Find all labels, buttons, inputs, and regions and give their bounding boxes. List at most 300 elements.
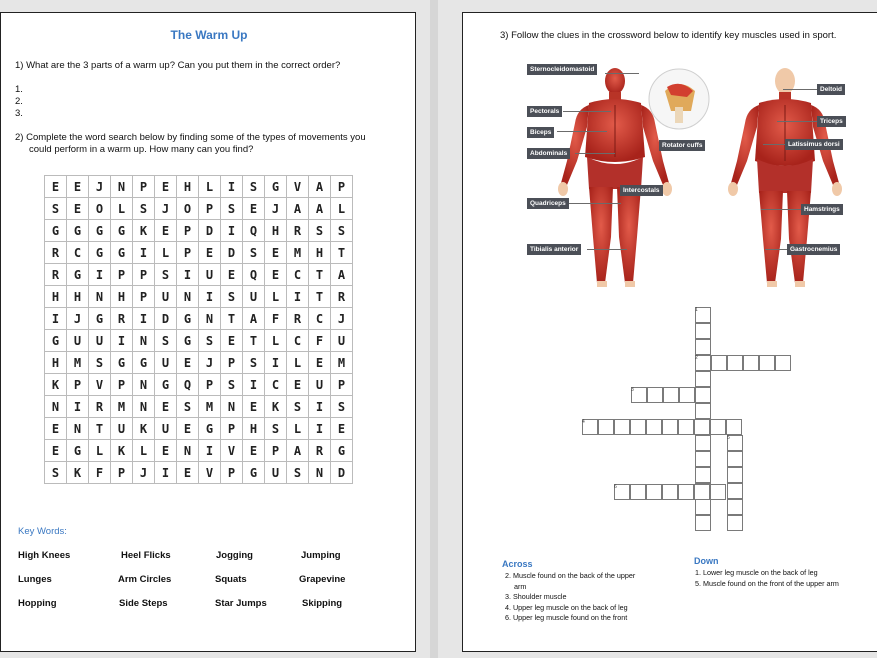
- crossword-cell[interactable]: [695, 467, 711, 483]
- word-search-letter[interactable]: N: [111, 176, 133, 198]
- word-search-row: [45, 440, 353, 462]
- rotator-cuff-inset: [649, 69, 709, 129]
- word-search-letter[interactable]: J: [155, 198, 177, 220]
- down-clue: 1. Lower leg muscle on the back of leg: [695, 568, 818, 577]
- word-search-letter[interactable]: H: [265, 220, 287, 242]
- word-search-letter[interactable]: J: [331, 308, 353, 330]
- word-search-row: [45, 286, 353, 308]
- word-search-letter[interactable]: S: [45, 198, 67, 220]
- word-search-letter[interactable]: L: [265, 330, 287, 352]
- word-search-letter[interactable]: T: [243, 330, 265, 352]
- word-search-letter[interactable]: P: [331, 374, 353, 396]
- word-search-letter[interactable]: P: [199, 374, 221, 396]
- word-search-letter[interactable]: H: [67, 286, 89, 308]
- crossword-cell[interactable]: [710, 484, 726, 500]
- word-search-letter[interactable]: G: [45, 330, 67, 352]
- word-search-letter[interactable]: R: [309, 440, 331, 462]
- crossword-cell[interactable]: [727, 451, 743, 467]
- page-gap: [430, 0, 438, 658]
- crossword-cell[interactable]: [694, 419, 710, 435]
- keyword: Star Jumps: [215, 598, 267, 609]
- word-search-letter[interactable]: L: [287, 418, 309, 440]
- word-search-letter[interactable]: K: [265, 396, 287, 418]
- word-search-row: [45, 198, 353, 220]
- word-search-letter[interactable]: A: [309, 176, 331, 198]
- word-search-letter[interactable]: E: [177, 462, 199, 484]
- keyword: Squats: [215, 574, 247, 585]
- word-search-letter[interactable]: U: [331, 330, 353, 352]
- word-search-letter[interactable]: A: [287, 440, 309, 462]
- word-search-letter[interactable]: C: [265, 374, 287, 396]
- word-search-letter[interactable]: L: [155, 242, 177, 264]
- word-search-letter[interactable]: U: [155, 352, 177, 374]
- word-search-letter[interactable]: U: [155, 286, 177, 308]
- word-search-letter[interactable]: Q: [243, 220, 265, 242]
- word-search-letter[interactable]: K: [45, 374, 67, 396]
- crossword-cell[interactable]: [759, 355, 775, 371]
- word-search-letter[interactable]: O: [89, 198, 111, 220]
- word-search-letter[interactable]: F: [265, 308, 287, 330]
- word-search-letter[interactable]: M: [67, 352, 89, 374]
- crossword-cell[interactable]: [695, 371, 711, 387]
- word-search-letter[interactable]: E: [265, 264, 287, 286]
- word-search-row: [45, 352, 353, 374]
- word-search-letter[interactable]: M: [287, 242, 309, 264]
- word-search-letter[interactable]: I: [243, 374, 265, 396]
- crossword-cell[interactable]: [678, 419, 694, 435]
- word-search-letter[interactable]: L: [199, 176, 221, 198]
- word-search-letter[interactable]: A: [287, 198, 309, 220]
- word-search-letter[interactable]: J: [133, 462, 155, 484]
- crossword-cell[interactable]: [727, 467, 743, 483]
- label-gastrocnemius: Gastrocnemius: [787, 244, 840, 255]
- word-search-letter[interactable]: S: [287, 396, 309, 418]
- crossword-cell[interactable]: [711, 355, 727, 371]
- crossword-cell[interactable]: [662, 484, 678, 500]
- label-rotator-cuffs: Rotator cuffs: [659, 140, 705, 151]
- word-search-letter[interactable]: N: [133, 330, 155, 352]
- keyword: Jogging: [216, 550, 253, 561]
- leader-line: [783, 89, 817, 90]
- word-search-row: [45, 418, 353, 440]
- keyword: Heel Flicks: [121, 550, 171, 561]
- crossword-cell[interactable]: [662, 419, 678, 435]
- word-search-letter[interactable]: R: [111, 308, 133, 330]
- word-search-letter[interactable]: E: [45, 418, 67, 440]
- word-search-letter[interactable]: J: [265, 198, 287, 220]
- word-search-letter[interactable]: T: [89, 418, 111, 440]
- label-hamstrings: Hamstrings: [801, 204, 843, 215]
- word-search-letter[interactable]: S: [243, 352, 265, 374]
- worksheet-page-2: [462, 12, 877, 652]
- answer-line-1[interactable]: 1.: [15, 84, 23, 95]
- word-search-letter[interactable]: N: [45, 396, 67, 418]
- word-search-letter[interactable]: E: [155, 440, 177, 462]
- word-search-letter[interactable]: N: [309, 462, 331, 484]
- word-search-letter[interactable]: G: [89, 220, 111, 242]
- word-search-letter[interactable]: F: [309, 330, 331, 352]
- word-search-letter[interactable]: G: [67, 440, 89, 462]
- word-search-letter[interactable]: P: [221, 352, 243, 374]
- word-search-letter[interactable]: S: [331, 396, 353, 418]
- word-search-letter[interactable]: A: [331, 264, 353, 286]
- word-search-row: [45, 220, 353, 242]
- word-search-letter[interactable]: L: [133, 440, 155, 462]
- label-sternocleidomastoid: Sternocleidomastoid: [527, 64, 597, 75]
- word-search-letter[interactable]: P: [67, 374, 89, 396]
- word-search-letter[interactable]: P: [111, 264, 133, 286]
- word-search-letter[interactable]: H: [243, 418, 265, 440]
- leader-line: [765, 249, 789, 250]
- word-search-letter[interactable]: E: [243, 396, 265, 418]
- word-search-letter[interactable]: I: [111, 330, 133, 352]
- word-search-letter[interactable]: G: [199, 418, 221, 440]
- word-search-letter[interactable]: N: [177, 286, 199, 308]
- word-search-letter[interactable]: I: [67, 396, 89, 418]
- word-search-letter[interactable]: R: [45, 264, 67, 286]
- word-search-row: [45, 330, 353, 352]
- word-search-letter[interactable]: R: [45, 242, 67, 264]
- word-search-letter[interactable]: E: [155, 396, 177, 418]
- word-search-letter[interactable]: K: [67, 462, 89, 484]
- word-search-letter[interactable]: J: [199, 352, 221, 374]
- page-title: The Warm Up: [170, 28, 248, 42]
- across-clue: 2. Muscle found on the back of the upper: [505, 571, 636, 580]
- keyword: Jumping: [301, 550, 341, 561]
- word-search-letter[interactable]: E: [155, 220, 177, 242]
- crossword-cell[interactable]: [679, 387, 695, 403]
- word-search-letter[interactable]: U: [309, 374, 331, 396]
- word-search-letter[interactable]: P: [199, 198, 221, 220]
- label-tibialis-anterior: Tibialis anterior: [527, 244, 581, 255]
- word-search-letter[interactable]: D: [331, 462, 353, 484]
- word-search-letter[interactable]: E: [45, 440, 67, 462]
- across-clue: arm: [514, 582, 527, 591]
- word-search-letter[interactable]: D: [221, 242, 243, 264]
- word-search-letter[interactable]: S: [221, 198, 243, 220]
- across-clue: 3. Shoulder muscle: [505, 592, 567, 601]
- word-search-letter[interactable]: I: [133, 242, 155, 264]
- crossword-number: 1: [695, 307, 698, 313]
- word-search-letter[interactable]: Q: [177, 374, 199, 396]
- word-search-letter[interactable]: U: [155, 418, 177, 440]
- word-search-letter[interactable]: E: [243, 198, 265, 220]
- word-search-letter[interactable]: Q: [243, 264, 265, 286]
- word-search-letter[interactable]: J: [89, 176, 111, 198]
- word-search-letter[interactable]: E: [265, 242, 287, 264]
- word-search-letter[interactable]: S: [265, 418, 287, 440]
- crossword-cell[interactable]: [710, 419, 726, 435]
- leader-line: [557, 131, 607, 132]
- word-search-letter[interactable]: C: [287, 264, 309, 286]
- word-search-letter[interactable]: R: [287, 308, 309, 330]
- word-search-letter[interactable]: I: [199, 286, 221, 308]
- crossword-cell[interactable]: [775, 355, 791, 371]
- word-search-letter[interactable]: I: [265, 352, 287, 374]
- question-2-line-1: 2) Complete the word search below by finding some of the types of movements you: [15, 132, 366, 143]
- across-clue: 6. Upper leg muscle found on the front: [505, 613, 628, 622]
- word-search-letter[interactable]: U: [199, 264, 221, 286]
- leader-line: [777, 121, 819, 122]
- word-search-letter[interactable]: C: [309, 308, 331, 330]
- crossword-cell[interactable]: [646, 419, 662, 435]
- crossword-cell[interactable]: [727, 515, 743, 531]
- word-search-row: [45, 462, 353, 484]
- word-search-letter[interactable]: D: [155, 308, 177, 330]
- word-search-letter[interactable]: K: [111, 440, 133, 462]
- crossword-cell[interactable]: [695, 515, 711, 531]
- word-search-letter[interactable]: E: [199, 242, 221, 264]
- label-intercostals: Intercostals: [620, 185, 663, 196]
- answer-line-2[interactable]: 2.: [15, 96, 23, 107]
- word-search-row: [45, 176, 353, 198]
- crossword-cell[interactable]: [598, 419, 614, 435]
- word-search-letter[interactable]: E: [177, 352, 199, 374]
- crossword-cell[interactable]: [695, 387, 711, 403]
- word-search-letter[interactable]: P: [177, 242, 199, 264]
- word-search-letter[interactable]: H: [177, 176, 199, 198]
- word-search-letter[interactable]: V: [221, 440, 243, 462]
- word-search-letter[interactable]: U: [111, 418, 133, 440]
- word-search-letter[interactable]: S: [221, 286, 243, 308]
- keyword: Side Steps: [119, 598, 168, 609]
- crossword-cell[interactable]: [727, 355, 743, 371]
- word-search-letter[interactable]: N: [177, 440, 199, 462]
- word-search-letter[interactable]: D: [199, 220, 221, 242]
- crossword-number: 5: [727, 435, 730, 441]
- word-search-letter[interactable]: S: [45, 462, 67, 484]
- word-search-letter[interactable]: G: [331, 440, 353, 462]
- word-search-letter[interactable]: L: [287, 352, 309, 374]
- word-search-letter[interactable]: U: [243, 286, 265, 308]
- word-search-letter[interactable]: K: [133, 418, 155, 440]
- label-triceps: Triceps: [817, 116, 846, 127]
- word-search-letter[interactable]: I: [45, 308, 67, 330]
- word-search-letter[interactable]: E: [331, 418, 353, 440]
- word-search-letter[interactable]: A: [309, 198, 331, 220]
- word-search-letter[interactable]: I: [177, 264, 199, 286]
- word-search-letter[interactable]: P: [133, 176, 155, 198]
- crossword-cell[interactable]: [695, 499, 711, 515]
- word-search-letter[interactable]: U: [67, 330, 89, 352]
- word-search-letter[interactable]: U: [89, 330, 111, 352]
- word-search-letter[interactable]: P: [133, 286, 155, 308]
- word-search-letter[interactable]: S: [287, 462, 309, 484]
- word-search-letter[interactable]: S: [177, 396, 199, 418]
- word-search-letter[interactable]: N: [89, 286, 111, 308]
- word-search-letter[interactable]: R: [331, 286, 353, 308]
- word-search-letter[interactable]: O: [177, 198, 199, 220]
- word-search-letter[interactable]: L: [89, 440, 111, 462]
- word-search-letter[interactable]: I: [309, 418, 331, 440]
- crossword-cell[interactable]: [743, 355, 759, 371]
- leader-line: [587, 249, 627, 250]
- word-search-letter[interactable]: T: [309, 286, 331, 308]
- crossword-cell[interactable]: [678, 484, 694, 500]
- down-title: Down: [694, 556, 719, 566]
- word-search-letter[interactable]: G: [111, 352, 133, 374]
- crossword-cell[interactable]: [727, 483, 743, 499]
- word-search-letter[interactable]: I: [221, 176, 243, 198]
- word-search-letter[interactable]: T: [331, 242, 353, 264]
- word-search-letter[interactable]: S: [155, 330, 177, 352]
- crossword-cell[interactable]: [694, 484, 710, 500]
- word-search-letter[interactable]: S: [133, 198, 155, 220]
- keyword: Grapevine: [299, 574, 346, 585]
- crossword-cell[interactable]: [663, 387, 679, 403]
- word-search-letter[interactable]: H: [45, 352, 67, 374]
- word-search-letter[interactable]: H: [45, 286, 67, 308]
- word-search-letter[interactable]: P: [331, 176, 353, 198]
- crossword-cell[interactable]: [726, 419, 742, 435]
- word-search-letter[interactable]: E: [177, 418, 199, 440]
- question-2-line-2: could perform in a warm up. How many can you find?: [29, 144, 254, 155]
- word-search-letter[interactable]: C: [67, 242, 89, 264]
- word-search-letter[interactable]: A: [243, 308, 265, 330]
- word-search-letter[interactable]: I: [155, 462, 177, 484]
- word-search-letter[interactable]: G: [243, 462, 265, 484]
- word-search-letter[interactable]: G: [155, 374, 177, 396]
- word-search-letter[interactable]: S: [331, 220, 353, 242]
- crossword-cell[interactable]: [695, 339, 711, 355]
- word-search-letter[interactable]: M: [331, 352, 353, 374]
- word-search-letter[interactable]: H: [309, 242, 331, 264]
- word-search-letter[interactable]: M: [199, 396, 221, 418]
- word-search-letter[interactable]: G: [45, 220, 67, 242]
- crossword-cell[interactable]: [695, 323, 711, 339]
- crossword-cell[interactable]: [647, 387, 663, 403]
- label-abdominals: Abdominals: [527, 148, 570, 159]
- crossword-number: 4: [582, 419, 585, 425]
- word-search-letter[interactable]: P: [111, 374, 133, 396]
- word-search-letter[interactable]: V: [287, 176, 309, 198]
- word-search-letter[interactable]: E: [67, 198, 89, 220]
- keyword: Hopping: [18, 598, 57, 609]
- word-search-letter[interactable]: P: [177, 220, 199, 242]
- word-search-letter[interactable]: P: [221, 462, 243, 484]
- word-search-letter[interactable]: H: [111, 286, 133, 308]
- word-search-letter[interactable]: E: [221, 264, 243, 286]
- word-search-letter[interactable]: V: [199, 462, 221, 484]
- word-search-letter[interactable]: E: [155, 176, 177, 198]
- crossword-cell[interactable]: [630, 419, 646, 435]
- word-search-letter[interactable]: T: [221, 308, 243, 330]
- word-search-letter[interactable]: T: [309, 264, 331, 286]
- word-search-letter[interactable]: K: [133, 220, 155, 242]
- key-words-title: Key Words:: [18, 526, 67, 537]
- word-search-letter[interactable]: N: [133, 396, 155, 418]
- leader-line: [761, 209, 801, 210]
- word-search-letter[interactable]: P: [111, 462, 133, 484]
- word-search-letter[interactable]: I: [309, 396, 331, 418]
- word-search-letter[interactable]: I: [199, 440, 221, 462]
- word-search-letter[interactable]: G: [89, 308, 111, 330]
- leader-line: [563, 111, 611, 112]
- crossword-cell[interactable]: [727, 499, 743, 515]
- word-search-letter[interactable]: N: [133, 374, 155, 396]
- word-search-letter[interactable]: U: [265, 462, 287, 484]
- answer-line-3[interactable]: 3.: [15, 108, 23, 119]
- keyword: Arm Circles: [118, 574, 172, 585]
- word-search-letter[interactable]: M: [111, 396, 133, 418]
- word-search-letter[interactable]: L: [331, 198, 353, 220]
- label-pectorals: Pectorals: [527, 106, 562, 117]
- word-search-letter[interactable]: I: [287, 286, 309, 308]
- crossword-cell[interactable]: [630, 484, 646, 500]
- word-search-letter[interactable]: N: [221, 396, 243, 418]
- word-search-row: [45, 264, 353, 286]
- word-search-letter[interactable]: P: [133, 264, 155, 286]
- word-search-letter[interactable]: E: [309, 352, 331, 374]
- word-search-letter[interactable]: G: [177, 308, 199, 330]
- word-search-letter[interactable]: G: [133, 352, 155, 374]
- crossword-cell[interactable]: [646, 484, 662, 500]
- word-search-letter[interactable]: N: [67, 418, 89, 440]
- crossword-cell[interactable]: [695, 403, 711, 419]
- word-search-letter[interactable]: I: [221, 220, 243, 242]
- word-search-letter[interactable]: G: [89, 242, 111, 264]
- across-clue: 4. Upper leg muscle on the back of leg: [505, 603, 628, 612]
- word-search-letter[interactable]: S: [243, 176, 265, 198]
- word-search-letter[interactable]: P: [221, 418, 243, 440]
- word-search-letter[interactable]: C: [287, 330, 309, 352]
- question-1: 1) What are the 3 parts of a warm up? Can you put them in the correct order?: [15, 60, 341, 71]
- word-search-letter[interactable]: E: [287, 374, 309, 396]
- word-search-letter[interactable]: G: [111, 220, 133, 242]
- word-search-letter[interactable]: S: [309, 220, 331, 242]
- word-search-letter[interactable]: I: [89, 264, 111, 286]
- word-search-letter[interactable]: G: [67, 264, 89, 286]
- word-search-letter[interactable]: E: [243, 440, 265, 462]
- word-search-letter[interactable]: E: [45, 176, 67, 198]
- leader-line: [605, 73, 639, 74]
- word-search-letter[interactable]: E: [67, 176, 89, 198]
- word-search-letter[interactable]: P: [265, 440, 287, 462]
- label-quadriceps: Quadriceps: [527, 198, 569, 209]
- crossword-cell[interactable]: [614, 419, 630, 435]
- word-search-letter[interactable]: R: [89, 396, 111, 418]
- word-search-row: [45, 374, 353, 396]
- word-search-letter[interactable]: E: [221, 330, 243, 352]
- crossword-cell[interactable]: [695, 435, 711, 451]
- word-search-letter[interactable]: S: [243, 242, 265, 264]
- word-search-letter[interactable]: G: [177, 330, 199, 352]
- word-search-letter[interactable]: L: [265, 286, 287, 308]
- crossword-cell[interactable]: [695, 451, 711, 467]
- crossword-number: 2: [695, 355, 698, 361]
- word-search-letter[interactable]: I: [133, 308, 155, 330]
- word-search-letter[interactable]: S: [89, 352, 111, 374]
- word-search-letter[interactable]: V: [89, 374, 111, 396]
- word-search-letter[interactable]: S: [221, 374, 243, 396]
- word-search-letter[interactable]: N: [199, 308, 221, 330]
- word-search-row: [45, 242, 353, 264]
- leader-line: [763, 144, 787, 145]
- word-search-letter[interactable]: G: [67, 220, 89, 242]
- word-search-letter[interactable]: J: [67, 308, 89, 330]
- word-search-letter[interactable]: L: [111, 198, 133, 220]
- down-clue: 5. Muscle found on the front of the upper arm: [695, 579, 839, 588]
- leader-line: [569, 203, 621, 204]
- leader-line: [575, 153, 615, 154]
- word-search-letter[interactable]: S: [199, 330, 221, 352]
- word-search-letter[interactable]: G: [111, 242, 133, 264]
- word-search-letter[interactable]: G: [265, 176, 287, 198]
- word-search-letter[interactable]: S: [155, 264, 177, 286]
- crossword-number: 6: [614, 484, 617, 490]
- word-search-letter[interactable]: R: [287, 220, 309, 242]
- word-search-letter[interactable]: F: [89, 462, 111, 484]
